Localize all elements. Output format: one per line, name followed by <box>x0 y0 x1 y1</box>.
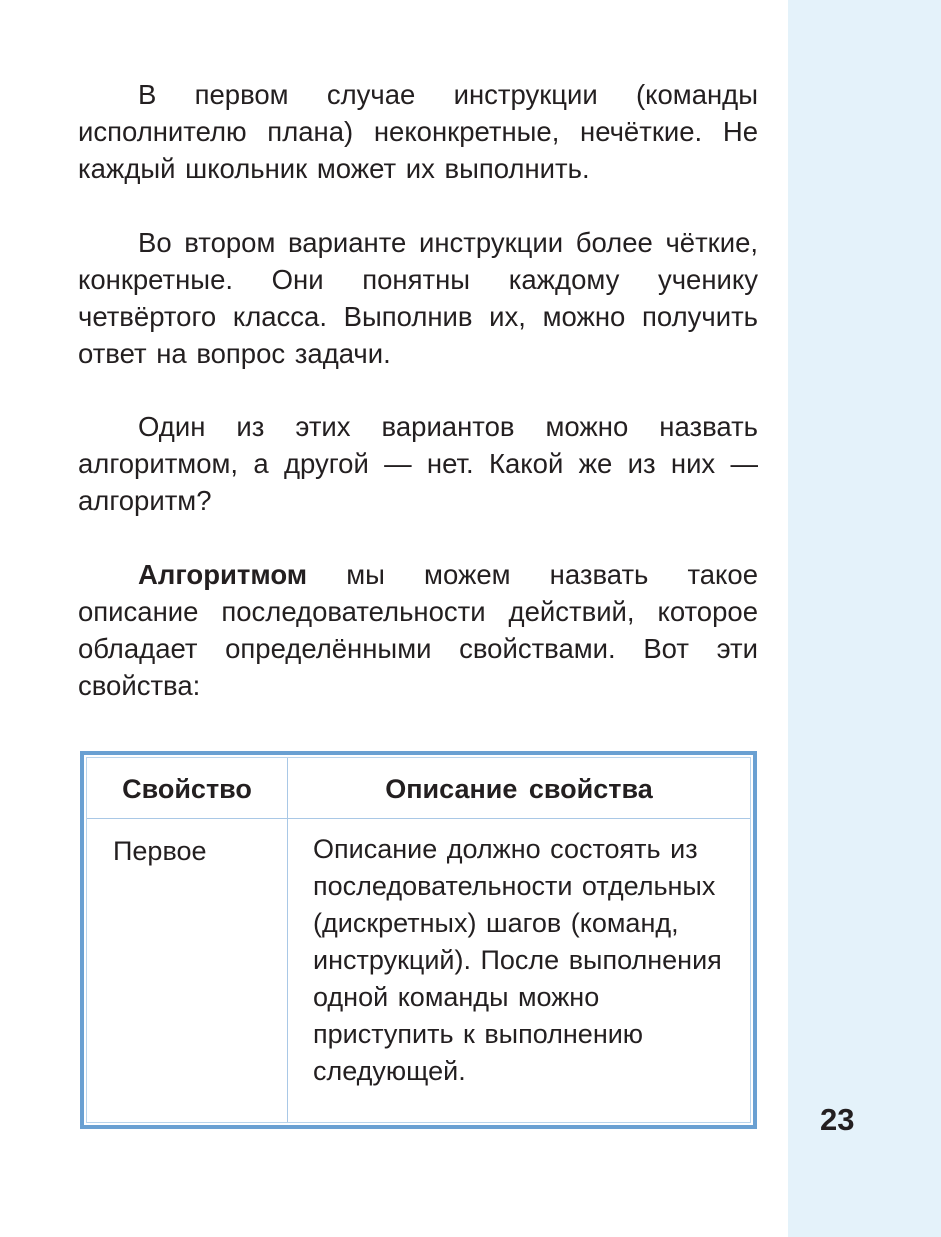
definition-text: мы можем назвать такое описание последовательности действий, которое обладает определёнными свойствами. Вот эти свойства: <box>78 559 758 701</box>
paragraph-first-case <box>78 76 758 187</box>
definition-term: Алгоритмом <box>138 559 308 590</box>
paragraph-text: В первом случае инструкции (команды исполнителю плана) неконкретные, нечёткие. Не каждый школьник может их выполнить. <box>78 79 758 184</box>
paragraph-text: Один из этих вариантов можно назвать алгоритмом, а другой — нет. Какой же из них — алгоритм? <box>78 411 758 516</box>
definition-paragraph <box>78 556 758 704</box>
properties-table <box>80 751 757 1129</box>
page-number: 23 <box>820 1102 855 1137</box>
header-description: Описание свойства <box>385 774 653 804</box>
header-property: Свойство <box>122 774 252 804</box>
cell-description: Описание должно состоять из последовательности отдельных (дискретных) шагов (команд, инструкций). После выполнения одной команды можно приступить к выполнению следующей. <box>313 834 722 1086</box>
column-divider <box>287 758 288 1122</box>
paragraph-text: Во втором варианте инструкции более чёткие, конкретные. Они понятны каждому ученику четвёртого класса. Выполнив их, можно получить ответ на вопрос задачи. <box>78 227 758 369</box>
cell-property: Первое <box>113 836 207 866</box>
paragraph-question <box>78 408 758 519</box>
paragraph-second-variant <box>78 224 758 372</box>
table-inner-frame <box>86 757 751 1123</box>
table-header-row <box>87 758 750 819</box>
paragraph-definition <box>78 556 758 704</box>
page-margin-strip <box>788 0 941 1237</box>
